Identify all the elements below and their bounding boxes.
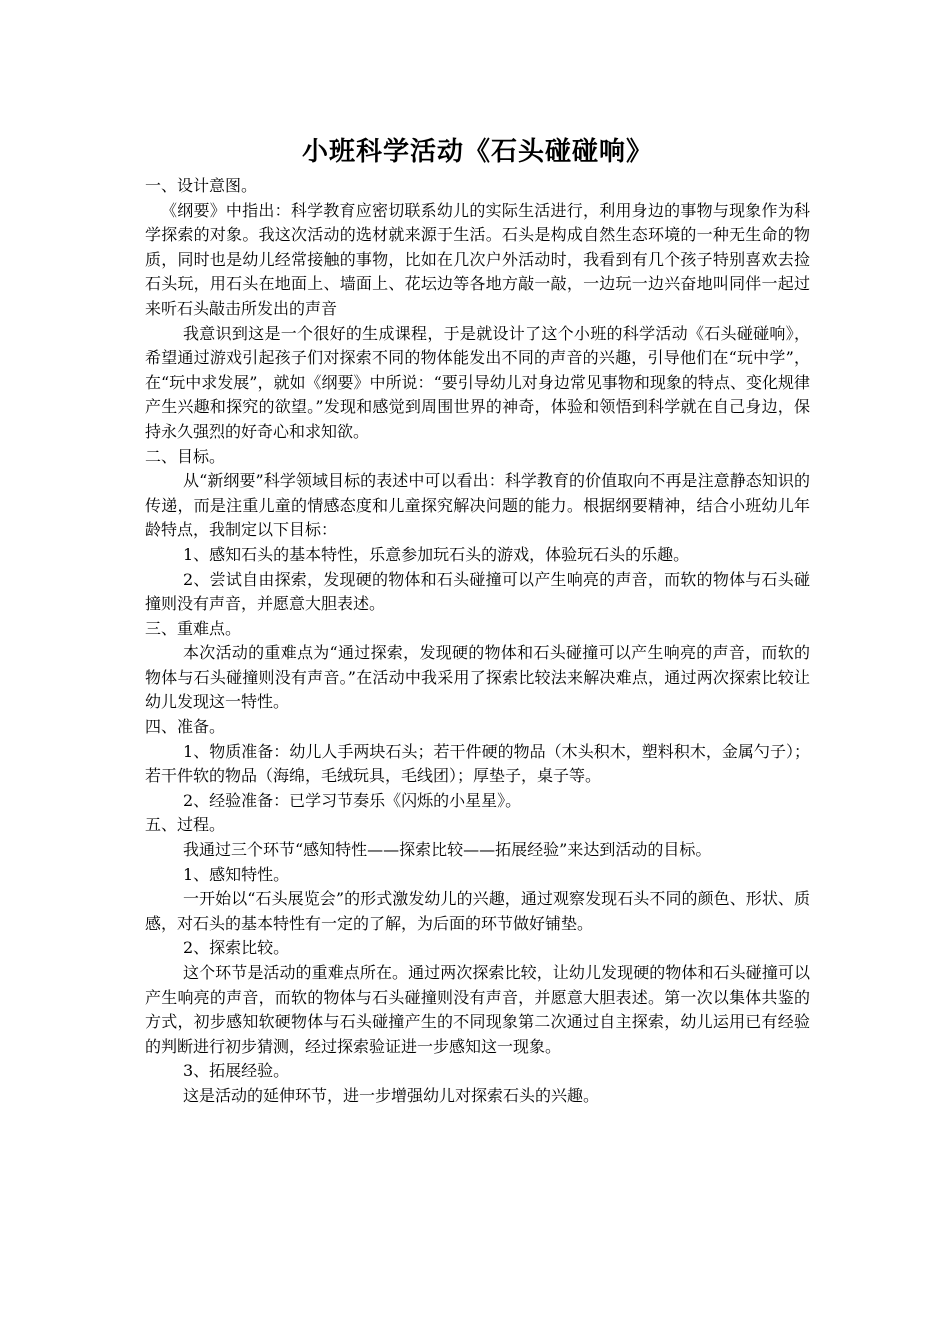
paragraph: 2、探索比较。 — [183, 938, 290, 958]
section-heading: 二、目标。 — [145, 446, 226, 466]
paragraph: 3、拓展经验。 — [183, 1061, 290, 1081]
paragraph: 从“新纲要”科学领域目标的表述中可以看出：科学教育的价值取向不再是注意静态知识的传递，而是注重儿童的情感态度和儿童探究解决问题的能力。根据纲要精神，结合小班幼儿年龄特点，我制定以下目标： — [145, 471, 810, 540]
section-heading: 四、准备。 — [145, 717, 226, 737]
paragraph: 我通过三个环节“感知特性——探索比较——拓展经验”来达到活动的目标。 — [183, 840, 712, 860]
paragraph: 本次活动的重难点为“通过探索，发现硬的物体和石头碰撞可以产生响亮的声音，而软的物体与石头碰撞则没有声音。”在活动中我采用了探索比较法来解决难点，通过两次探索比较让幼儿发现这一特性。 — [145, 643, 810, 712]
section-heading: 一、设计意图。 — [145, 176, 258, 195]
paragraph: 1、物质准备：幼儿人手两块石头；若干件硬的物品（木头积木，塑料积木，金属勺子）；若干件软的物品（海绵，毛绒玩具，毛线团）；厚垫子，桌子等。 — [145, 741, 810, 786]
paragraph: 这个环节是活动的重难点所在。通过两次探索比较，让幼儿发现硬的物体和石头碰撞可以产生响亮的声音，而软的物体与石头碰撞则没有声音，并愿意大胆表述。第一次以集体共鉴的方式，初步感知软硬物体与石头碰撞产生的不同现象第二次通过自主探索，幼儿运用已有经验的判断进行初步猜测，经过探索验证进一步感知这一现象。 — [145, 963, 810, 1056]
document-title: 小班科学活动《石头碰碰响》 — [301, 137, 653, 167]
document-page — [145, 130, 810, 1109]
paragraph: 一开始以“石头展览会”的形式激发幼儿的兴趣，通过观察发现石头不同的颜色、形状、质感，对石头的基本特性有一定的了解，为后面的环节做好铺垫。 — [145, 889, 810, 933]
paragraph: 2、尝试自由探索，发现硬的物体和石头碰撞可以产生响亮的声音，而软的物体与石头碰撞则没有声音，并愿意大胆表述。 — [145, 569, 810, 614]
paragraph: 这是活动的延伸环节，进一步增强幼儿对探索石头的兴趣。 — [183, 1085, 600, 1105]
paragraph: 《纲要》中指出：科学教育应密切联系幼儿的实际生活进行，利用身边的事物与现象作为科学探索的对象。我这次活动的选材就来源于生活。石头是构成自然生态环境的一种无生命的物质，同时也是幼儿经常接触的事物，比如在几次户外活动时，我看到有几个孩子特别喜欢去捡石头玩，用石头在地面上、墙面上、花坛边等各地方敲一敲，一边玩一边兴奋地叫同伴一起过来听石头敲击所发出的声音 — [145, 200, 810, 318]
paragraph: 1、感知特性。 — [183, 864, 290, 884]
section-heading: 三、重难点。 — [145, 618, 242, 638]
paragraph: 1、感知石头的基本特性，乐意参加玩石头的游戏，体验玩石头的乐趣。 — [183, 544, 690, 564]
paragraph: 2、经验准备：已学习节奏乐《闪烁的小星星》。 — [183, 790, 522, 810]
paragraph: 我意识到这是一个很好的生成课程，于是就设计了这个小班的科学活动《石头碰碰响》，希望通过游戏引起孩子们对探索不同的物体能发出不同的声音的兴趣，引导他们在“玩中学”，在“玩中求发展”，就如《纲要》中所说：“要引导幼儿对身边常见事物和现象的特点、变化规律产生兴趣和探究的欲望。”发现和感觉到周围世界的神奇，体验和领悟到科学就在自己身边，保持永久强烈的好奇心和求知欲。 — [145, 323, 810, 441]
section-heading: 五、过程。 — [145, 815, 226, 835]
document-body — [145, 174, 810, 1109]
